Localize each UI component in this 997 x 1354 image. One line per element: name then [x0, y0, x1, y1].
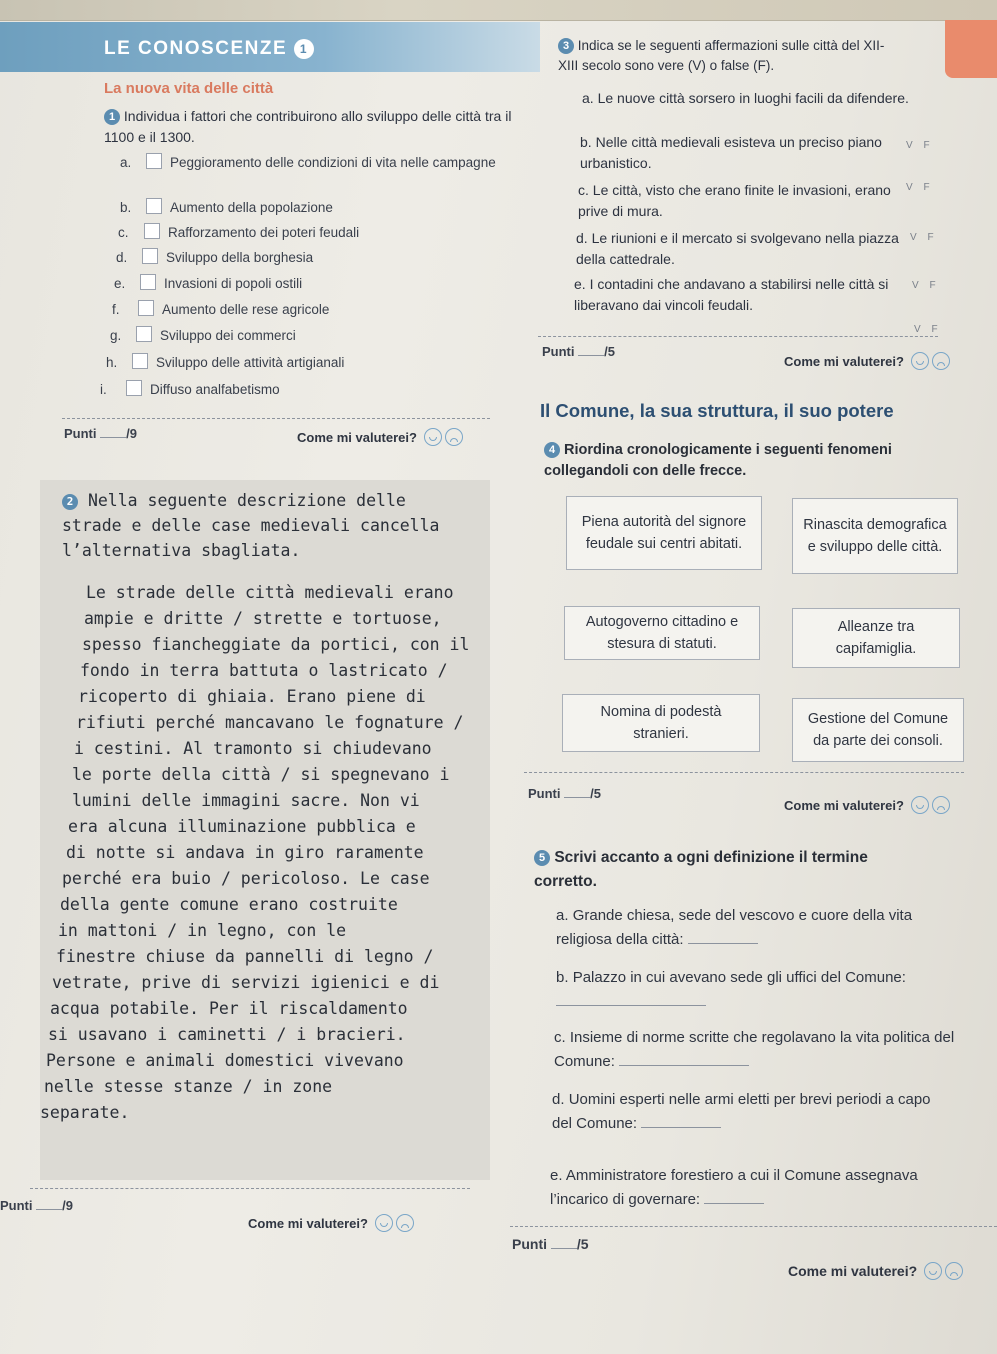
ex5-item-b: b. Palazzo in cui avevano sede gli uffici del Comune:: [556, 966, 966, 1014]
ex2-line: di notte si andava in giro raramente: [66, 843, 424, 862]
ex1-number: 1: [104, 109, 120, 125]
happy-face-icon[interactable]: [424, 428, 442, 446]
comune-heading: Il Comune, la sua struttura, il suo potere: [540, 400, 894, 421]
ex2-line[interactable]: le porte della città / si spegnevano i: [72, 765, 450, 784]
ex4-box-1[interactable]: Piena autorità del signore feudale sui centri abitati.: [566, 496, 762, 570]
ex3-item-b: b. Nelle città medievali esisteva un preciso piano urbanistico.: [580, 134, 882, 171]
happy-face-icon[interactable]: [911, 796, 929, 814]
ex4-box-3[interactable]: Autogoverno cittadino e stesura di statuti.: [564, 606, 760, 660]
ex1-score: Punti /9: [64, 426, 137, 441]
ex2-line[interactable]: lumini delle immagini sacre. Non vi: [72, 791, 420, 810]
ex5-answer-d[interactable]: [641, 1127, 721, 1128]
ex2-line[interactable]: i cestini. Al tramonto si chiudevano: [74, 739, 432, 758]
ex5-score-input[interactable]: [551, 1248, 577, 1249]
ex5-divider: [510, 1226, 997, 1227]
sad-face-icon[interactable]: [932, 352, 950, 370]
ex4-number: 4: [544, 442, 560, 458]
ex2-number: 2: [62, 494, 78, 510]
ex4-box-2[interactable]: Rinascita demografica e sviluppo delle città.: [792, 498, 958, 574]
ex2-self-eval: Come mi valuterei?: [248, 1214, 414, 1232]
ex5-item-e: e. Amministratore forestiero a cui il Comune assegnava l’incarico di governare:: [550, 1167, 918, 1208]
ex4-divider: [524, 772, 964, 773]
ex1-checkbox-b[interactable]: [146, 198, 162, 214]
ex5-prompt: 5 Scrivi accanto a ogni definizione il termine corretto.: [534, 849, 868, 890]
ex4-box-4[interactable]: Alleanze tra capifamiglia.: [792, 608, 960, 668]
ex2-divider: [30, 1188, 470, 1189]
ex1-checkbox-g[interactable]: [136, 326, 152, 342]
ex5-answer-c[interactable]: [619, 1065, 749, 1066]
ex4-prompt: 4 Riordina cronologicamente i seguenti fenomeni collegandoli con delle frecce.: [544, 442, 892, 479]
ex4-self-eval: Come mi valuterei?: [784, 796, 950, 814]
ex3-number: 3: [558, 38, 574, 54]
happy-face-icon[interactable]: [375, 1214, 393, 1232]
sad-face-icon[interactable]: [396, 1214, 414, 1232]
ex1-checkbox-d[interactable]: [142, 248, 158, 264]
ex5-item-a: a. Grande chiesa, sede del vescovo e cuore della vita religiosa della città:: [556, 907, 913, 948]
ex2-line[interactable]: rifiuti perché mancavano le fognature /: [76, 713, 464, 732]
ex3-item-a: a. Le nuove città sorsero in luoghi facili da difendere.: [582, 90, 909, 106]
top-decorative-strip: [0, 0, 997, 21]
ex2-line[interactable]: vetrate, prive di servizi igienici e di: [52, 973, 440, 992]
ex2-line: spesso fiancheggiate da portici, con il: [82, 635, 470, 654]
ex2-line: era alcuna illuminazione pubblica e: [68, 817, 416, 836]
ex4-score-input[interactable]: [564, 797, 590, 798]
ex2-line: separate.: [40, 1103, 130, 1122]
ex1-checkbox-a[interactable]: [146, 153, 162, 169]
ex3-divider: [538, 336, 938, 337]
section-title: LE CONOSCENZE 1: [104, 38, 314, 60]
ex1-self-eval: Come mi valuterei?: [297, 428, 463, 446]
happy-face-icon[interactable]: [911, 352, 929, 370]
section-badge: 1: [294, 39, 314, 59]
ex1-item-d: d. Sviluppo della borghesia: [116, 250, 314, 265]
ex2-score: Punti /9: [0, 1198, 73, 1213]
ex4-score: Punti /5: [528, 786, 601, 801]
corner-tab: [945, 20, 997, 78]
ex4-box-5[interactable]: Nomina di podestà stranieri.: [562, 694, 760, 752]
ex2-line: Persone e animali domestici vivevano: [46, 1051, 404, 1070]
ex3-vf-a[interactable]: V F: [906, 140, 934, 151]
ex1-divider: [62, 418, 490, 419]
sad-face-icon[interactable]: [945, 1262, 963, 1280]
ex2-line[interactable]: perché era buio / pericoloso. Le case: [62, 869, 430, 888]
ex1-item-b: b. Aumento della popolazione: [120, 200, 333, 215]
ex3-score: Punti /5: [542, 344, 615, 359]
ex2-line[interactable]: nelle stesse stanze / in zone: [44, 1077, 333, 1096]
ex5-answer-a[interactable]: [688, 943, 758, 944]
ex3-prompt: 3 Indica se le seguenti affermazioni sulle città del XII-XIII secolo sono vere (V) o false (F).: [558, 38, 885, 73]
ex5-self-eval: Come mi valuterei?: [788, 1262, 963, 1280]
ex2-line[interactable]: fondo in terra battuta o lastricato /: [80, 661, 448, 680]
ex3-vf-b[interactable]: V F: [906, 182, 934, 193]
ex2-prompt: 2 Nella seguente descrizione delle strade e delle case medievali cancella l’alternativa sbagliata.: [62, 491, 440, 560]
ex3-item-c: c. Le città, visto che erano finite le invasioni, erano prive di mura.: [578, 182, 891, 219]
ex5-number: 5: [534, 850, 550, 866]
ex5-score: Punti /5: [512, 1236, 589, 1252]
ex1-item-h: h. Sviluppo delle attività artigianali: [106, 355, 345, 370]
ex1-checkbox-h[interactable]: [132, 353, 148, 369]
ex1-item-f: f. Aumento delle rese agricole: [112, 302, 330, 317]
ex3-item-d: d. Le riunioni e il mercato si svolgevano nella piazza della cattedrale.: [576, 230, 899, 267]
ex1-item-a: a. Peggioramento delle condizioni di vita nelle campagne: [120, 155, 496, 170]
ex2-line[interactable]: in mattoni / in legno, con le: [58, 921, 347, 940]
ex5-answer-b[interactable]: [556, 1005, 706, 1006]
ex2-line: Le strade delle città medievali erano: [86, 583, 454, 602]
ex5-answer-e[interactable]: [704, 1203, 764, 1204]
ex2-line[interactable]: si usavano i caminetti / i bracieri.: [48, 1025, 406, 1044]
ex1-item-c: c. Rafforzamento dei poteri feudali: [118, 225, 360, 240]
ex1-item-e: e. Invasioni di popoli ostili: [114, 276, 303, 291]
ex3-score-input[interactable]: [578, 355, 604, 356]
ex1-item-g: g. Sviluppo dei commerci: [110, 328, 296, 343]
ex3-item-e: e. I contadini che andavano a stabilirsi nelle città si liberavano dai vincoli feudali.: [574, 276, 889, 313]
ex1-checkbox-c[interactable]: [144, 223, 160, 239]
ex5-item-c: c. Insieme di norme scritte che regolavano la vita politica del Comune:: [554, 1029, 955, 1070]
sad-face-icon[interactable]: [445, 428, 463, 446]
ex2-line: acqua potabile. Per il riscaldamento: [50, 999, 408, 1018]
ex2-line: della gente comune erano costruite: [60, 895, 398, 914]
section-subtitle: La nuova vita delle città: [104, 80, 274, 97]
happy-face-icon[interactable]: [924, 1262, 942, 1280]
ex3-vf-e[interactable]: V F: [914, 324, 942, 335]
ex2-line[interactable]: ricoperto di ghiaia. Erano piene di: [78, 687, 426, 706]
sad-face-icon[interactable]: [932, 796, 950, 814]
ex1-score-input[interactable]: [100, 437, 126, 438]
ex4-box-6[interactable]: Gestione del Comune da parte dei consoli.: [792, 698, 964, 762]
ex1-checkbox-e[interactable]: [140, 274, 156, 290]
ex2-line[interactable]: ampie e dritte / strette e tortuose,: [84, 609, 442, 628]
ex3-vf-d[interactable]: V F: [912, 280, 940, 291]
ex1-checkbox-i[interactable]: [126, 380, 142, 396]
ex5-item-d: d. Uomini esperti nelle armi eletti per brevi periodi a capo del Comune:: [552, 1091, 931, 1132]
ex3-vf-c[interactable]: V F: [910, 232, 938, 243]
ex1-prompt: 1 Individua i fattori che contribuirono allo sviluppo delle città tra il 1100 e il 1300.: [104, 108, 512, 145]
ex2-score-input[interactable]: [36, 1209, 62, 1210]
ex1-checkbox-f[interactable]: [138, 300, 154, 316]
ex3-self-eval: Come mi valuterei?: [784, 352, 950, 370]
ex2-line[interactable]: finestre chiuse da pannelli di legno /: [56, 947, 434, 966]
ex1-item-i: i. Diffuso analfabetismo: [100, 382, 280, 397]
